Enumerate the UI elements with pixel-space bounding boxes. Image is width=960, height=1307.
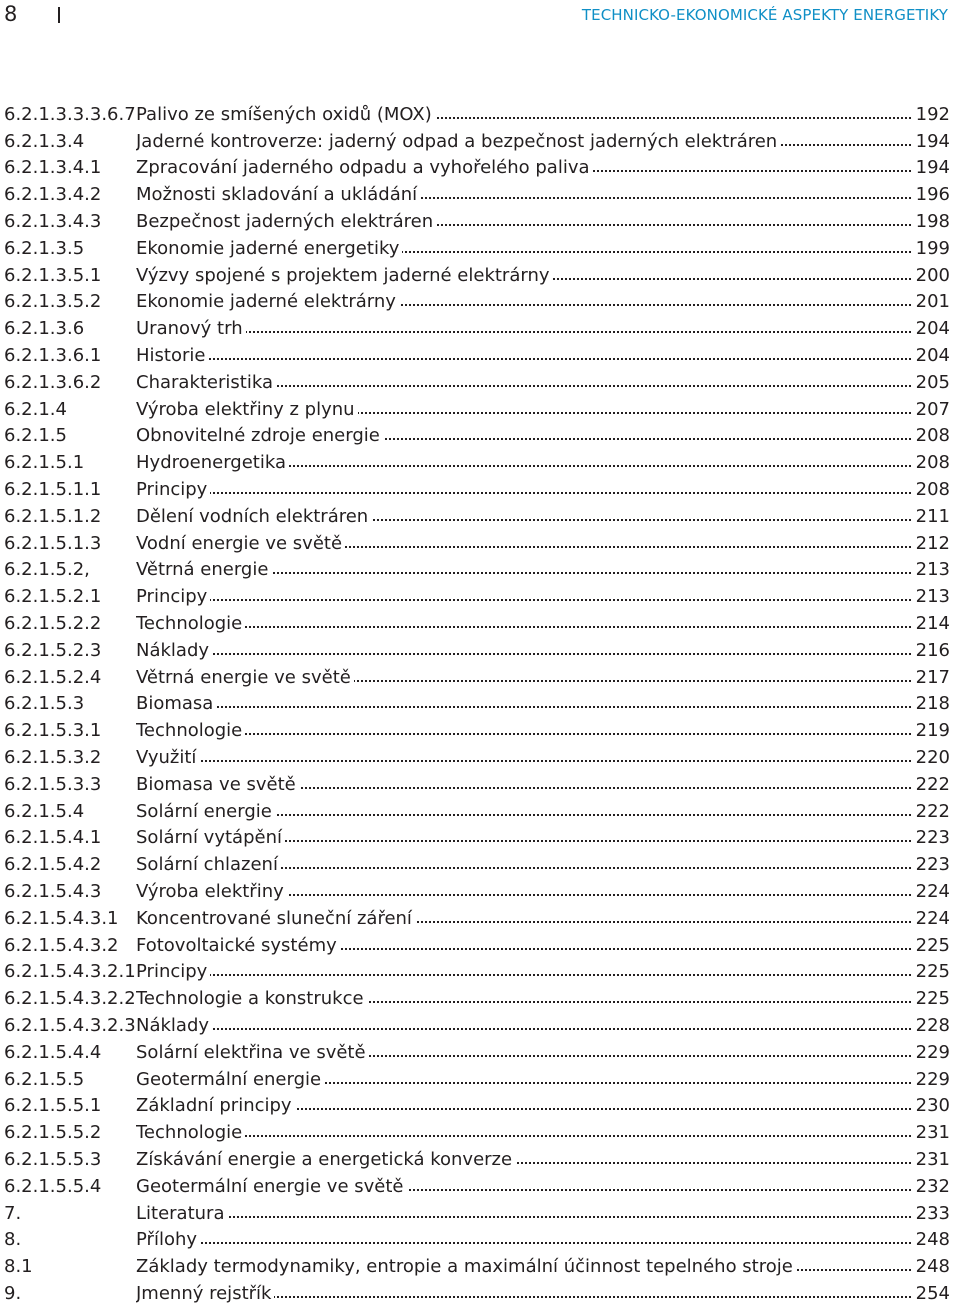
toc-entry-title: Solární vytápění [136,827,285,848]
toc-entry-page: 229 [913,1042,950,1063]
toc-entry-page: 232 [913,1176,950,1197]
toc-entry-title-leader [136,1069,913,1090]
toc-entry-title: Náklady [136,640,212,661]
toc-entry-title: Uranový trh [136,318,246,339]
toc-entry[interactable] [4,1280,950,1307]
toc-entry-title: Obnovitelné zdroje energie [136,425,383,446]
toc-entry-number: 6.2.1.5 [4,425,67,447]
toc-entry-page: 208 [913,452,950,473]
toc-entry-number: 6.2.1.5.1.2 [4,505,102,527]
toc-entry-number: 6.2.1.3.4.1 [4,157,102,179]
toc-entry-number: 6.2.1.3.5.1 [4,264,102,286]
toc-entry-number: 6.2.1.3.6.2 [4,371,102,393]
toc-entry-page: 204 [913,345,950,366]
toc-entry-title-leader [136,1149,913,1170]
toc-entry-title-leader [136,425,913,446]
toc-entry-page: 211 [913,506,950,527]
toc-entry-title-leader [136,1176,913,1197]
toc-entry-page: 194 [913,131,950,152]
toc-entry-title-leader [136,479,913,500]
toc-entry-number: 6.2.1.5.2.2 [4,613,102,635]
toc-entry-title-leader [136,854,913,875]
toc-entry-number: 6.2.1.3.6.1 [4,345,102,367]
toc-entry-page: 229 [913,1069,950,1090]
toc-entry[interactable] [4,235,950,262]
toc-entry[interactable] [4,1092,950,1119]
toc-entry[interactable] [4,1200,950,1227]
toc-entry-title: Vodní energie ve světě [136,533,345,554]
toc-entry-title-leader [136,908,913,929]
toc-entry-title: Charakteristika [136,372,276,393]
toc-entry-title-leader [136,157,913,178]
toc-entry[interactable] [4,717,950,744]
toc-entry-title-leader [136,184,913,205]
toc-entry-page: 223 [913,827,950,848]
toc-entry-number: 6.2.1.5.3.2 [4,747,102,769]
toc-entry-title: Technologie [136,613,245,634]
toc-entry-title-leader [136,238,913,259]
toc-entry[interactable] [4,1119,950,1146]
toc-entry-title: Palivo ze smíšených oxidů (MOX) [136,104,435,125]
toc-entry-number: 6.2.1.4 [4,398,67,420]
table-of-contents [4,101,950,1307]
toc-entry-number: 6.2.1.5.2.4 [4,666,102,688]
toc-entry-title-leader [136,1203,913,1224]
toc-entry-page: 248 [913,1229,950,1250]
toc-entry-title: Literatura [136,1203,228,1224]
toc-entry-title-leader [136,935,913,956]
toc-entry[interactable] [4,1066,950,1093]
toc-entry[interactable] [4,798,950,825]
toc-entry-number: 6.2.1.5.5 [4,1068,85,1090]
toc-entry-page: 222 [913,801,950,822]
toc-entry[interactable] [4,262,950,289]
toc-entry[interactable] [4,664,950,691]
toc-entry[interactable] [4,905,950,932]
toc-entry[interactable] [4,610,950,637]
toc-entry-page: 201 [913,291,950,312]
toc-entry-page: 231 [913,1122,950,1143]
toc-entry-number: 8.1 [4,1256,33,1278]
toc-entry-number: 6.2.1.3.4 [4,130,85,152]
toc-entry[interactable] [4,289,950,316]
toc-entry-number: 6.2.1.3.4.2 [4,184,102,206]
toc-entry-title: Získávání energie a energetická konverze [136,1149,515,1170]
toc-entry-number: 6.2.1.3.6 [4,318,85,340]
toc-entry-title-leader [136,452,913,473]
toc-entry[interactable] [4,1253,950,1280]
toc-entry-page: 224 [913,881,950,902]
toc-entry[interactable] [4,449,950,476]
toc-entry-page: 230 [913,1095,950,1116]
toc-entry-title: Výroba elektřiny [136,881,287,902]
toc-entry-title: Ekonomie jaderné energetiky [136,238,402,259]
toc-entry[interactable] [4,1146,950,1173]
toc-entry[interactable] [4,530,950,557]
toc-entry[interactable] [4,369,950,396]
toc-entry-number: 6.2.1.5.4 [4,800,85,822]
toc-entry-title-leader [136,1042,913,1063]
toc-entry[interactable] [4,208,950,235]
toc-entry-number: 6.2.1.5.4.2 [4,854,102,876]
toc-entry-title-leader [136,1256,913,1277]
toc-entry-title: Technologie [136,1122,245,1143]
toc-entry-title: Základy termodynamiky, entropie a maximální účinnost tepelného stroje [136,1256,796,1277]
toc-entry-title: Biomasa [136,693,216,714]
toc-entry[interactable] [4,583,950,610]
toc-entry-page: 196 [913,184,950,205]
toc-entry-number: 6.2.1.5.4.3.1 [4,907,119,929]
toc-entry[interactable] [4,128,950,155]
toc-entry-title: Geotermální energie [136,1069,324,1090]
toc-entry-number: 6.2.1.5.4.3.2.1 [4,961,136,983]
toc-entry-title: Solární energie [136,801,275,822]
toc-entry-title: Přílohy [136,1229,200,1250]
toc-entry-title: Solární chlazení [136,854,281,875]
toc-entry-title-leader [136,533,913,554]
toc-entry-page: 217 [913,667,950,688]
toc-entry-page: 208 [913,425,950,446]
toc-entry-number: 6.2.1.5.4.3.2.3 [4,1014,136,1036]
toc-entry-title: Technologie [136,720,245,741]
toc-entry[interactable] [4,851,950,878]
toc-entry-title: Principy [136,961,210,982]
toc-entry-title-leader [136,774,913,795]
toc-entry[interactable] [4,744,950,771]
toc-entry[interactable] [4,181,950,208]
toc-entry-number: 6.2.1.5.5.2 [4,1122,102,1144]
toc-entry[interactable] [4,476,950,503]
toc-entry-page: 220 [913,747,950,768]
toc-entry-title-leader [136,104,913,125]
toc-entry-number: 7. [4,1202,22,1224]
toc-entry-title-leader [136,1122,913,1143]
toc-entry[interactable] [4,315,950,342]
toc-entry-title: Větrná energie [136,559,271,580]
toc-entry-title-leader [136,1095,913,1116]
toc-entry-title-leader [136,1283,913,1304]
toc-entry-title-leader [136,613,913,634]
toc-entry-number: 6.2.1.5.3 [4,693,85,715]
toc-entry-page: 213 [913,559,950,580]
toc-entry-title: Základní principy [136,1095,295,1116]
toc-entry-page: 213 [913,586,950,607]
header-separator [58,7,60,23]
toc-entry-title: Využití [136,747,199,768]
toc-entry-title-leader [136,640,913,661]
toc-entry-number: 6.2.1.5.1.1 [4,479,102,501]
toc-entry-page: 212 [913,533,950,554]
toc-entry-title-leader [136,559,913,580]
toc-entry-title-leader [136,211,913,232]
toc-entry-number: 6.2.1.3.5.2 [4,291,102,313]
toc-entry-number: 6.2.1.5.5.3 [4,1148,102,1170]
toc-entry[interactable] [4,932,950,959]
toc-entry-page: 205 [913,372,950,393]
toc-entry-title-leader [136,801,913,822]
toc-entry-number: 6.2.1.5.5.1 [4,1095,102,1117]
toc-entry-title-leader [136,961,913,982]
toc-entry[interactable] [4,985,950,1012]
toc-entry-title: Geotermální energie ve světě [136,1176,407,1197]
toc-entry-title-leader [136,881,913,902]
toc-entry-title-leader [136,827,913,848]
toc-entry-number: 6.2.1.3.4.3 [4,211,102,233]
toc-entry-title: Hydroenergetika [136,452,289,473]
toc-entry-page: 194 [913,157,950,178]
toc-entry-number: 6.2.1.5.1.3 [4,532,102,554]
toc-entry-title-leader [136,693,913,714]
toc-entry-number: 6.2.1.5.5.4 [4,1175,102,1197]
toc-entry[interactable] [4,878,950,905]
toc-entry-number: 6.2.1.5.2.3 [4,639,102,661]
toc-entry-page: 219 [913,720,950,741]
toc-entry-page: 225 [913,961,950,982]
toc-entry-title: Fotovoltaické systémy [136,935,340,956]
toc-entry-title-leader [136,131,913,152]
toc-entry-page: 216 [913,640,950,661]
toc-entry[interactable] [4,155,950,182]
toc-entry[interactable] [4,503,950,530]
toc-entry-title: Principy [136,479,210,500]
toc-entry-page: 218 [913,693,950,714]
toc-entry-title-leader [136,506,913,527]
toc-entry-title: Ekonomie jaderné elektrárny [136,291,399,312]
toc-entry-title-leader [136,345,913,366]
toc-entry[interactable] [4,101,950,128]
toc-entry-page: 207 [913,399,950,420]
toc-entry[interactable] [4,557,950,584]
toc-entry[interactable] [4,959,950,986]
toc-entry-page: 199 [913,238,950,259]
toc-entry[interactable] [4,691,950,718]
toc-entry-page: 248 [913,1256,950,1277]
toc-entry-title: Větrná energie ve světě [136,667,354,688]
toc-entry-title: Výroba elektřiny z plynu [136,399,358,420]
toc-entry-title: Možnosti skladování a ukládání [136,184,420,205]
toc-entry-title-leader [136,988,913,1009]
toc-entry-page: 224 [913,908,950,929]
toc-entry-number: 6.2.1.5.3.1 [4,720,102,742]
toc-entry-title: Jaderné kontroverze: jaderný odpad a bezpečnost jaderných elektráren [136,131,780,152]
page-header [0,0,960,30]
toc-entry-title: Jmenný rejstřík [136,1283,274,1304]
toc-entry-page: 225 [913,988,950,1009]
toc-entry-number: 6.2.1.5.1 [4,452,85,474]
toc-entry-title: Solární elektřina ve světě [136,1042,369,1063]
toc-entry-title-leader [136,586,913,607]
toc-entry-page: 223 [913,854,950,875]
toc-entry-number: 8. [4,1229,22,1251]
toc-entry[interactable] [4,342,950,369]
toc-entry-number: 6.2.1.3.5 [4,237,85,259]
toc-entry-title-leader [136,399,913,420]
toc-entry-title-leader [136,265,913,286]
toc-entry[interactable] [4,423,950,450]
toc-entry-title: Náklady [136,1015,212,1036]
toc-entry-number: 6.2.1.5.4.3.2 [4,934,119,956]
toc-entry-page: 254 [913,1283,950,1304]
toc-entry-title: Výzvy spojené s projektem jaderné elektrárny [136,265,553,286]
toc-entry-page: 214 [913,613,950,634]
toc-entry-title: Principy [136,586,210,607]
toc-entry-number: 9. [4,1282,22,1304]
toc-entry-title-leader [136,747,913,768]
toc-entry-page: 233 [913,1203,950,1224]
toc-entry-page: 198 [913,211,950,232]
toc-entry-number: 6.2.1.5.2, [4,559,90,581]
toc-entry-page: 192 [913,104,950,125]
toc-entry-title: Technologie a konstrukce [136,988,367,1009]
running-title: TECHNICKO-EKONOMICKÉ ASPEKTY ENERGETIKY [581,6,948,24]
toc-entry[interactable] [4,1226,950,1253]
toc-entry-title: Dělení vodních elektráren [136,506,371,527]
toc-entry[interactable] [4,1039,950,1066]
toc-entry-title-leader [136,720,913,741]
toc-entry-page: 208 [913,479,950,500]
toc-entry-page: 228 [913,1015,950,1036]
toc-entry[interactable] [4,825,950,852]
toc-entry-number: 6.2.1.5.4.4 [4,1041,102,1063]
toc-entry-title: Historie [136,345,208,366]
toc-entry-title-leader [136,291,913,312]
toc-entry-number: 6.2.1.5.3.3 [4,773,102,795]
toc-entry[interactable] [4,1173,950,1200]
toc-entry-title-leader [136,318,913,339]
toc-entry-page: 200 [913,265,950,286]
toc-entry-title: Koncentrované sluneční záření [136,908,415,929]
toc-entry-title-leader [136,372,913,393]
toc-entry-title: Biomasa ve světě [136,774,299,795]
toc-entry[interactable] [4,637,950,664]
toc-entry-title-leader [136,1015,913,1036]
toc-entry-page: 231 [913,1149,950,1170]
toc-entry-title: Bezpečnost jaderných elektráren [136,211,436,232]
toc-entry-title-leader [136,1229,913,1250]
page-number: 8 [4,2,18,26]
toc-entry-title: Zpracování jaderného odpadu a vyhořelého paliva [136,157,593,178]
toc-entry[interactable] [4,771,950,798]
toc-entry-page: 222 [913,774,950,795]
toc-entry-number: 6.2.1.3.3.3.6.7 [4,103,136,125]
toc-entry-page: 225 [913,935,950,956]
toc-entry-number: 6.2.1.5.2.1 [4,586,102,608]
toc-entry[interactable] [4,1012,950,1039]
toc-entry[interactable] [4,396,950,423]
toc-entry-number: 6.2.1.5.4.3 [4,881,102,902]
toc-entry-number: 6.2.1.5.4.3.2.2 [4,988,136,1010]
toc-entry-title-leader [136,667,913,688]
toc-entry-page: 204 [913,318,950,339]
toc-entry-number: 6.2.1.5.4.1 [4,827,102,849]
